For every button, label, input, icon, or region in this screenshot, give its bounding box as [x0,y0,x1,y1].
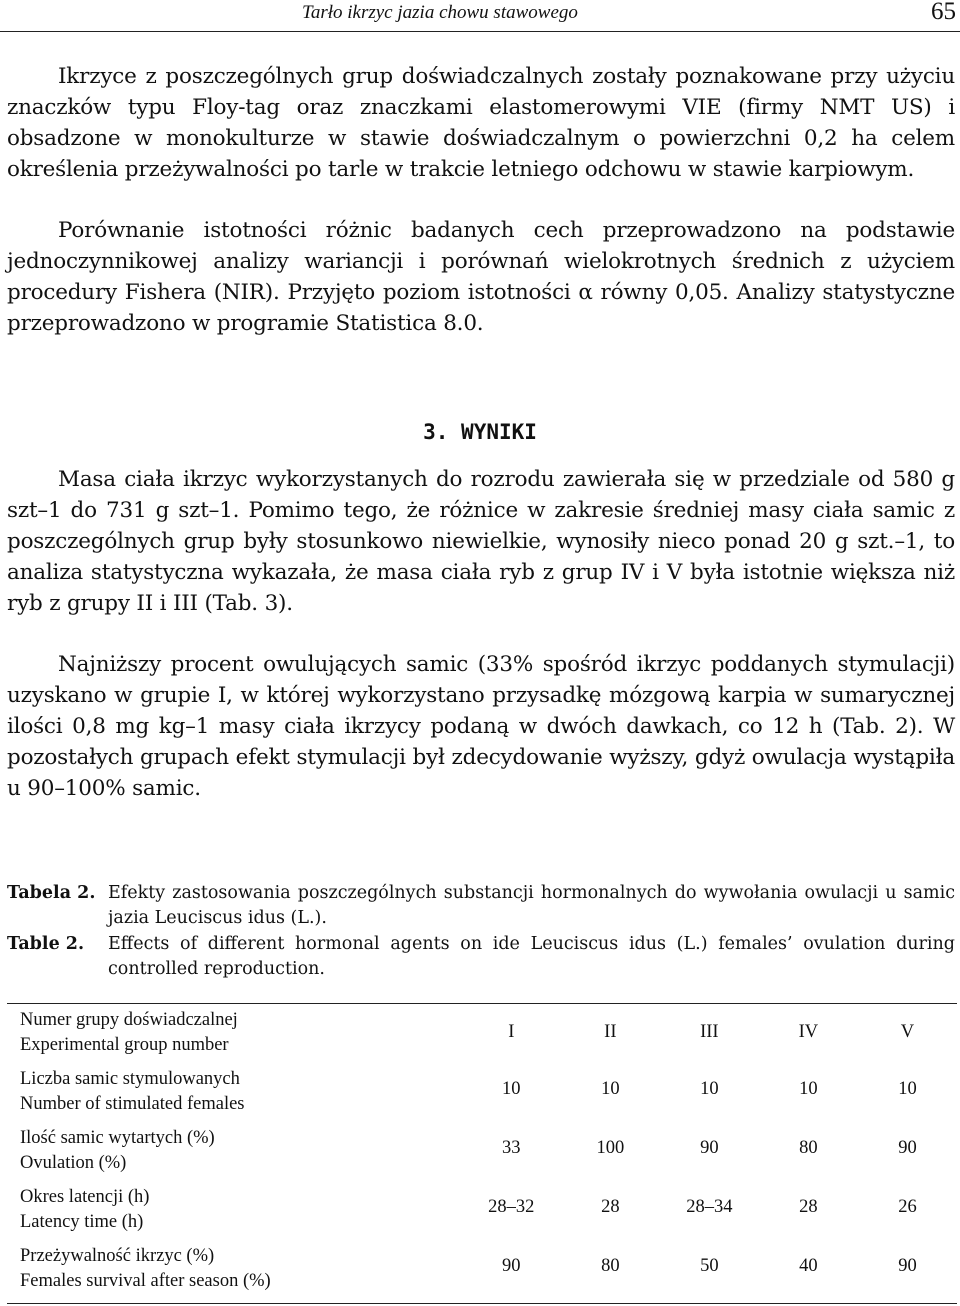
group-header: III [700,1022,719,1042]
body-paragraph: Masa ciała ikrzyc wykorzystanych do rozrodu zawierała się w przedziale od 580 g szt–1 do 731 g szt–1. Pomimo tego, że różnice w zakresie średniej masy ciała samic z poszczególnych grup były stosunkowo niewielkie, wynosiły nieco ponad 20 g szt.–1, to analiza statystyczna wykazała, że masa ciała ryb z grup IV i V była istotnie większa niż ryb z grupy II i III (Tab. 3). [7,467,955,616]
table-cell: 40 [799,1256,818,1276]
row-label-en: Ovulation (%) [20,1153,127,1173]
row-label [7,1185,462,1244]
table-row [7,1185,957,1244]
caption-text: Efekty zastosowania poszczególnych substancji hormonalnych do wywołania owulacji u samic jazia Leuciscus idus (L.). [108,883,955,928]
table-caption-en [7,932,955,982]
table-cell: 80 [601,1256,620,1276]
group-header: I [508,1022,515,1042]
page-number: 65 [931,0,956,25]
table-cell: 33 [502,1138,521,1158]
row-label-pl: Okres latencji (h) [20,1187,150,1207]
table-cell: 28 [601,1197,620,1217]
row-label-pl: Przeżywalność ikrzyc (%) [20,1246,215,1266]
table-cell: 90 [700,1138,719,1158]
table-caption-pl [7,881,955,931]
table-cell: 10 [601,1079,620,1099]
table-cell: 90 [502,1256,521,1276]
table-row [7,1244,957,1304]
section-title: WYNIKI [461,420,537,444]
body-paragraph: Najniższy procent owulujących samic (33% spośród ikrzyc poddanych stymulacji) uzyskano w grupie I, w której wykorzystano przysadkę mózgową karpia w sumarycznej ilości 0,8 mg kg–1 masy ciała ikrzycy podaną w dwóch dawkach, co 12 h (Tab. 2). W pozostałych grupach efekt stymulacji był zdecydowanie wyższy, gdyż owulacja wystąpiła u 90–100% samic. [7,652,955,801]
row-label [7,1067,462,1126]
table-cell: 10 [700,1079,719,1099]
row-label [7,1244,462,1304]
table-row [7,1126,957,1185]
header-rule [0,31,960,32]
results-table [7,1003,957,1304]
row-label-en: Experimental group number [20,1035,229,1055]
table-cell: 10 [502,1079,521,1099]
row-label-en: Latency time (h) [20,1212,144,1232]
group-header: IV [798,1022,819,1042]
row-label-pl: Ilość samic wytartych (%) [20,1128,215,1148]
table-cell: 90 [898,1138,917,1158]
group-header: II [604,1022,617,1042]
table-cell: 10 [799,1079,818,1099]
body-paragraph: Ikrzyce z poszczególnych grup doświadczalnych zostały poznakowane przy użyciu znaczków typu Floy-tag oraz znaczkami elastomerowymi VIE (firmy NMT US) i obsadzone w monokulturze w stawie doświadczalnym o powierzchni 0,2 ha celem określenia przeżywalności po tarle w trakcie letniego odchowu w stawie karpiowym. [7,64,955,182]
caption-label: Tabela 2. [7,883,96,903]
row-label-pl: Numer grupy doświadczalnej [20,1010,238,1030]
table-cell: 28–34 [686,1197,733,1217]
row-label-en: Number of stimulated females [20,1094,245,1114]
table-cell: 10 [898,1079,917,1099]
section-number: 3. [423,420,449,444]
table-cell: 28–32 [488,1197,535,1217]
table-row [7,1067,957,1126]
table-cell: 100 [596,1138,625,1158]
table-header-label [7,1004,462,1068]
table-header-row [7,1004,957,1068]
caption-text: Effects of different hormonal agents on ide Leuciscus idus (L.) females’ ovulation during controlled reproduction. [108,934,955,979]
page-header [0,0,960,34]
table-cell: 90 [898,1256,917,1276]
table-cell: 80 [799,1138,818,1158]
table-cell: 26 [898,1197,917,1217]
table-cell: 28 [799,1197,818,1217]
running-title: Tarło ikrzyc jazia chowu stawowego [302,2,578,23]
caption-label: Table 2. [7,934,85,954]
row-label [7,1126,462,1185]
section-heading [0,420,960,444]
table-cell: 50 [700,1256,719,1276]
row-label-en: Females survival after season (%) [20,1271,271,1291]
group-header: V [900,1022,915,1042]
body-paragraph: Porównanie istotności różnic badanych cech przeprowadzono na podstawie jednoczynnikowej analizy wariancji i porównań wielokrotnych średnich z użyciem procedury Fishera (NIR). Przyjęto poziom istotności α równy 0,05. Analizy statystyczne przeprowadzono w programie Statistica 8.0. [7,218,955,336]
row-label-pl: Liczba samic stymulowanych [20,1069,240,1089]
